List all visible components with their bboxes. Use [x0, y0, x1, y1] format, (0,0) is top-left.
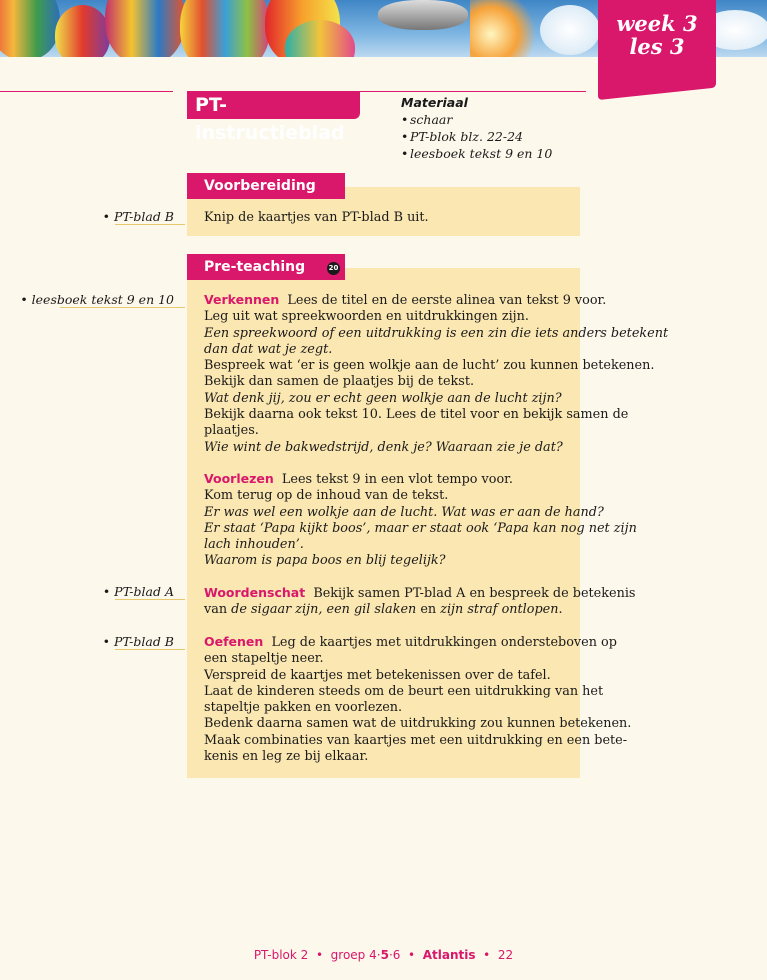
side-label: • leesboek tekst 9 en 10: [20, 292, 174, 307]
text-fragment: en: [416, 602, 441, 618]
question-line: Er staat ‘Papa kijkt boos’, maar er staat ook ‘Papa kan nog net zijn: [204, 520, 637, 536]
text-line: Bedenk daarna samen wat de uitdrukking zou kunnen betekenen.: [204, 716, 632, 732]
balloon-image: [105, 0, 185, 57]
keyword-verkennen: Verkennen: [204, 292, 280, 307]
verkennen-block: [204, 292, 668, 456]
text-line: Lees tekst 9 in een vlot tempo voor.: [281, 472, 513, 487]
text-line: stapeltje pakken en voorlezen.: [204, 700, 403, 716]
week-number: week 3: [616, 11, 698, 36]
footer-brand: Atlantis: [422, 948, 476, 962]
divider: [0, 91, 173, 92]
lesson-number: les 3: [629, 34, 685, 59]
text-line: Bespreek wat ‘er is geen wolkje aan de lucht’ zou kunnen betekenen.: [204, 358, 655, 374]
question-line: Er was wel een wolkje aan de lucht. Wat was er aan de hand?: [204, 504, 604, 520]
side-divider: [115, 224, 185, 225]
keyword-oefenen: Oefenen: [204, 634, 264, 649]
rocket-image: [470, 0, 540, 57]
woordenschat-block: [204, 585, 635, 619]
balloon-image: [180, 0, 270, 57]
page-title: PT-instructieblad: [187, 91, 360, 119]
duration-badge: 20: [327, 262, 340, 275]
text-line: kenis en leg ze bij elkaar.: [204, 749, 369, 765]
text-fragment: ,: [318, 602, 327, 618]
page-footer: [0, 948, 767, 962]
cloud-image: [540, 5, 600, 55]
instruction-text: Knip de kaartjes van PT-blad B uit.: [204, 210, 429, 225]
text-line: Maak combinaties van kaartjes met een uitdrukking en een bete-: [204, 732, 628, 748]
text-fragment: .: [558, 602, 563, 618]
text-line: Bekijk samen PT-blad A en bespreek de betekenis: [313, 586, 636, 601]
side-divider: [60, 307, 185, 308]
side-label: • PT-blad B: [102, 634, 174, 649]
text-line: Leg de kaartjes met uitdrukkingen ondersteboven op: [271, 635, 617, 650]
side-divider: [115, 599, 185, 600]
page-number: 22: [497, 948, 514, 962]
footer-separator: •: [483, 948, 491, 962]
question-line: Waarom is papa boos en blij tegelijk?: [204, 553, 446, 569]
footer-group-current: 5: [380, 948, 389, 962]
question-line: Wie wint de bakwedstrijd, denk je? Waaraan zie je dat?: [204, 439, 563, 455]
materials-heading: Materiaal: [401, 95, 468, 110]
question-line: dan dat wat je zegt.: [204, 341, 333, 357]
text-line: plaatjes.: [204, 423, 259, 439]
section-heading-voorbereiding: Voorbereiding: [187, 173, 345, 199]
balloon-image: [0, 0, 60, 57]
text-line: Laat de kinderen steeds om de beurt een uitdrukking van het: [204, 683, 604, 699]
week-label: [598, 12, 716, 58]
keyword-woordenschat: Woordenschat: [204, 585, 306, 600]
expression-term: de sigaar zijn: [231, 602, 319, 618]
footer-separator: •: [315, 948, 324, 962]
voorlezen-block: [204, 471, 637, 570]
question-line: lach inhouden’.: [204, 537, 304, 553]
footer-separator: •: [408, 948, 416, 962]
text-line: Kom terug op de inhoud van de tekst.: [204, 488, 449, 504]
list-item: • leesboek tekst 9 en 10: [401, 145, 552, 162]
section-heading-preteaching: Pre-teaching: [187, 254, 345, 280]
text-line: Bekijk daarna ook tekst 10. Lees de titel voor en bekijk samen de: [204, 407, 629, 423]
expression-term: een gil slaken: [326, 602, 417, 618]
list-item: • schaar: [401, 111, 552, 128]
question-line: Een spreekwoord of een uitdrukking is een zin die iets anders betekent: [204, 325, 669, 341]
text-line: een stapeltje neer.: [204, 651, 324, 667]
text-line: Lees de titel en de eerste alinea van tekst 9 voor.: [287, 293, 607, 308]
oefenen-block: [204, 634, 631, 765]
question-line: Wat denk jij, zou er echt geen wolkje aan de lucht zijn?: [204, 390, 562, 406]
keyword-voorlezen: Voorlezen: [204, 471, 274, 486]
balloon-image: [55, 5, 110, 57]
expression-term: zijn straf ontlopen: [440, 602, 559, 618]
list-item: • PT-blok blz. 22-24: [401, 128, 552, 145]
footer-group-end: ·6: [388, 948, 401, 962]
text-line: Verspreid de kaartjes met betekenissen over de tafel.: [204, 667, 551, 683]
airship-image: [378, 0, 468, 30]
text-line: Leg uit wat spreekwoorden en uitdrukkingen zijn.: [204, 309, 529, 325]
side-label: • PT-blad A: [102, 584, 174, 599]
footer-series: PT-blok 2: [253, 948, 309, 962]
text-line: Bekijk dan samen de plaatjes bij de tekst.: [204, 374, 475, 390]
side-divider: [115, 649, 185, 650]
side-label: • PT-blad B: [102, 209, 174, 224]
materials-list: [401, 94, 552, 162]
text-fragment: van: [204, 602, 232, 618]
footer-group: groep 4·: [330, 948, 381, 962]
divider: [360, 91, 586, 92]
